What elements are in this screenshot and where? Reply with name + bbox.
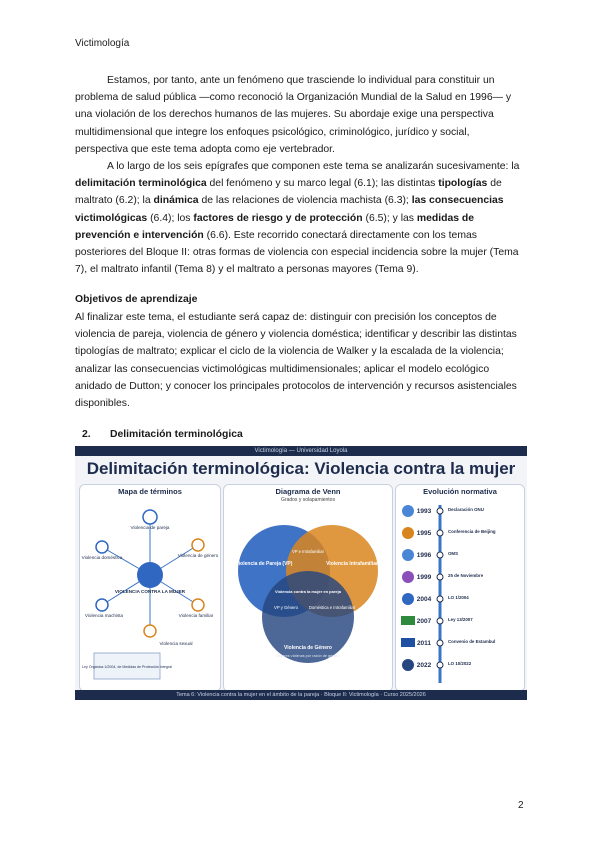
bold-term: medidas de prevención e intervención [75, 212, 475, 241]
structure-paragraph [75, 158, 525, 278]
venn-label: Mujeres víctimas por razón de género [276, 654, 340, 658]
page-number: 2 [518, 800, 524, 811]
terms-map-panel [79, 484, 221, 692]
flag-icon [401, 616, 415, 625]
infographic-top-banner: Victimología — Universidad Loyola [75, 446, 527, 456]
timeline-label: 25 de Noviembre [448, 573, 484, 578]
text-run: de las relaciones de violencia machista (6.3); [198, 195, 412, 207]
bold-term: factores de riesgo y de protección [193, 212, 363, 224]
bold-term: las consecuencias victimológicas [75, 195, 504, 224]
bold-term: dinámica [153, 195, 199, 207]
text-run: A lo largo de los seis epígrafes que componen este tema se analizarán sucesivamente: la [107, 161, 520, 172]
map-node-label: Violencia familiar [178, 613, 214, 618]
timeline-year: 1993 [416, 508, 432, 515]
ribbon-icon [402, 571, 414, 583]
warning-icon [192, 599, 204, 611]
terms-map-title: Mapa de términos [118, 487, 182, 496]
venn-label: Doméstica e Intrafamiliar [308, 605, 356, 610]
couple-icon [143, 510, 157, 524]
bold-term: delimitación terminológica [75, 178, 207, 190]
eu-flag-icon [401, 638, 415, 647]
text-run: (6.6). Este recorrido conectará directamente con los temas posteriores del Bloque II: otras formas de violencia con especial incidencia sobre la mujer (Tema 7), el maltrato infantil (Tema 8) y el maltrato a personas mayores (Tema 9). [75, 229, 519, 276]
globe-icon [402, 527, 414, 539]
timeline-event [401, 638, 495, 647]
venn-label: Violencia de Pareja (VP) [235, 561, 293, 567]
timeline-label: OMS [448, 551, 459, 556]
venn-graphic [224, 485, 392, 691]
text-run: (6.5); y las [362, 212, 417, 224]
timeline-year: 2007 [416, 618, 432, 625]
timeline-graphic [396, 485, 524, 691]
venn-label: VP y Género [274, 605, 298, 610]
timeline-year: 2022 [416, 662, 432, 669]
venn-title: Diagrama de Venn [275, 487, 341, 496]
timeline-label: LO 10/2022 [448, 661, 472, 666]
map-node-label: Violencia de pareja [130, 525, 170, 530]
timeline-event [401, 616, 473, 625]
timeline-year: 2011 [416, 640, 432, 647]
timeline-event [402, 593, 469, 605]
timeline-year: 2004 [416, 596, 432, 603]
timeline-event [402, 527, 496, 539]
timeline-label: Ley 13/2007 [448, 617, 473, 622]
infographic-title: Delimitación terminológica: Violencia contra la mujer [86, 459, 516, 478]
timeline-event [402, 571, 484, 583]
section-number: 2. [82, 429, 91, 440]
timeline-panel [395, 484, 525, 692]
timeline-label: Conferencia de Beijing [448, 529, 496, 534]
section-heading [82, 429, 243, 440]
timeline-title: Evolución normativa [423, 487, 497, 496]
venn-label: Violencia de Género [284, 645, 332, 651]
family-icon [96, 599, 108, 611]
map-center-label: VIOLENCIA CONTRA LA MUJER [114, 589, 186, 594]
timeline-year: 1996 [416, 552, 432, 559]
intro-paragraph: Estamos, por tanto, ante un fenómeno que trasciende lo individual para constituir un problema de salud pública —como reconoció la Organización Mundial de la Salud en 1996— y una violación de los derechos humanos de las mujeres. Su abordaje exige una perspectiva multidimensional que integre los enfoques psicológico, criminológico, jurídico y social, perspectiva que este tema adopta como eje vertebrador. [75, 75, 512, 155]
timeline-year: 1999 [416, 574, 432, 581]
scales-icon [402, 659, 414, 671]
venn-label: Violencia contra la mujer en pareja [275, 589, 341, 594]
globe-icon [137, 562, 163, 588]
timeline-event [402, 549, 458, 561]
timeline-label: LO 1/2004 [448, 595, 469, 600]
who-icon [402, 549, 414, 561]
home-icon [96, 541, 108, 553]
timeline-event [402, 505, 484, 517]
map-node-label: Violencia de género [177, 553, 219, 558]
venn-label: Violencia Intrafamiliar [326, 561, 378, 567]
objectives-paragraph: Al finalizar este tema, el estudiante será capaz de: distinguir con precisión los conceptos de violencia de pareja, violencia de género y violencia doméstica; identificar y describir las distintas tipologías de maltrato; explicar el ciclo de la violencia de Walker y la escalada de la violencia; analizar las consecuencias victimológicas multidimensionales; aplicar el modelo ecológico anidado de Dutton; y conocer los principales protocolos de intervención y recursos asistenciales disponibles. [75, 312, 517, 410]
bold-term: tipologías [438, 178, 488, 190]
venn-label: VP e Intrafamiliar [291, 549, 325, 554]
infographic-bottom-banner: Tema 6: Violencia contra la mujer en el ámbito de la pareja · Bloque II: Victimología · Curso 2025/2026 [75, 690, 527, 700]
text-run: del fenómeno y su marco legal (6.1); las distintas [206, 178, 439, 190]
terms-map-graphic [80, 485, 220, 691]
timeline-label: Declaración ONU [448, 507, 484, 512]
map-node-label: Violencia sexual [159, 641, 193, 646]
running-header: Victimología [75, 38, 130, 49]
timeline-event [402, 659, 472, 671]
map-node-label: Violencia machista [84, 613, 124, 618]
timeline-year: 1995 [416, 530, 432, 537]
map-node-label: Violencia doméstica [81, 555, 123, 560]
infographic [75, 446, 527, 700]
timeline-label: Convenio de Estambul [448, 639, 496, 644]
un-icon [402, 505, 414, 517]
alert-icon [144, 625, 156, 637]
map-note-text: Ley Orgánica 1/2004, de Medidas de Protección Integral [82, 665, 172, 669]
document-icon [402, 593, 414, 605]
text-run: (6.4); los [147, 212, 194, 224]
venn-panel [223, 484, 393, 692]
venn-subtitle: Grados y solapamientos [281, 497, 335, 503]
objectives-heading: Objetivos de aprendizaje [75, 294, 198, 305]
fist-icon [192, 539, 204, 551]
text-run: de maltrato (6.2); la [75, 178, 502, 207]
section-title: Delimitación terminológica [110, 429, 243, 440]
